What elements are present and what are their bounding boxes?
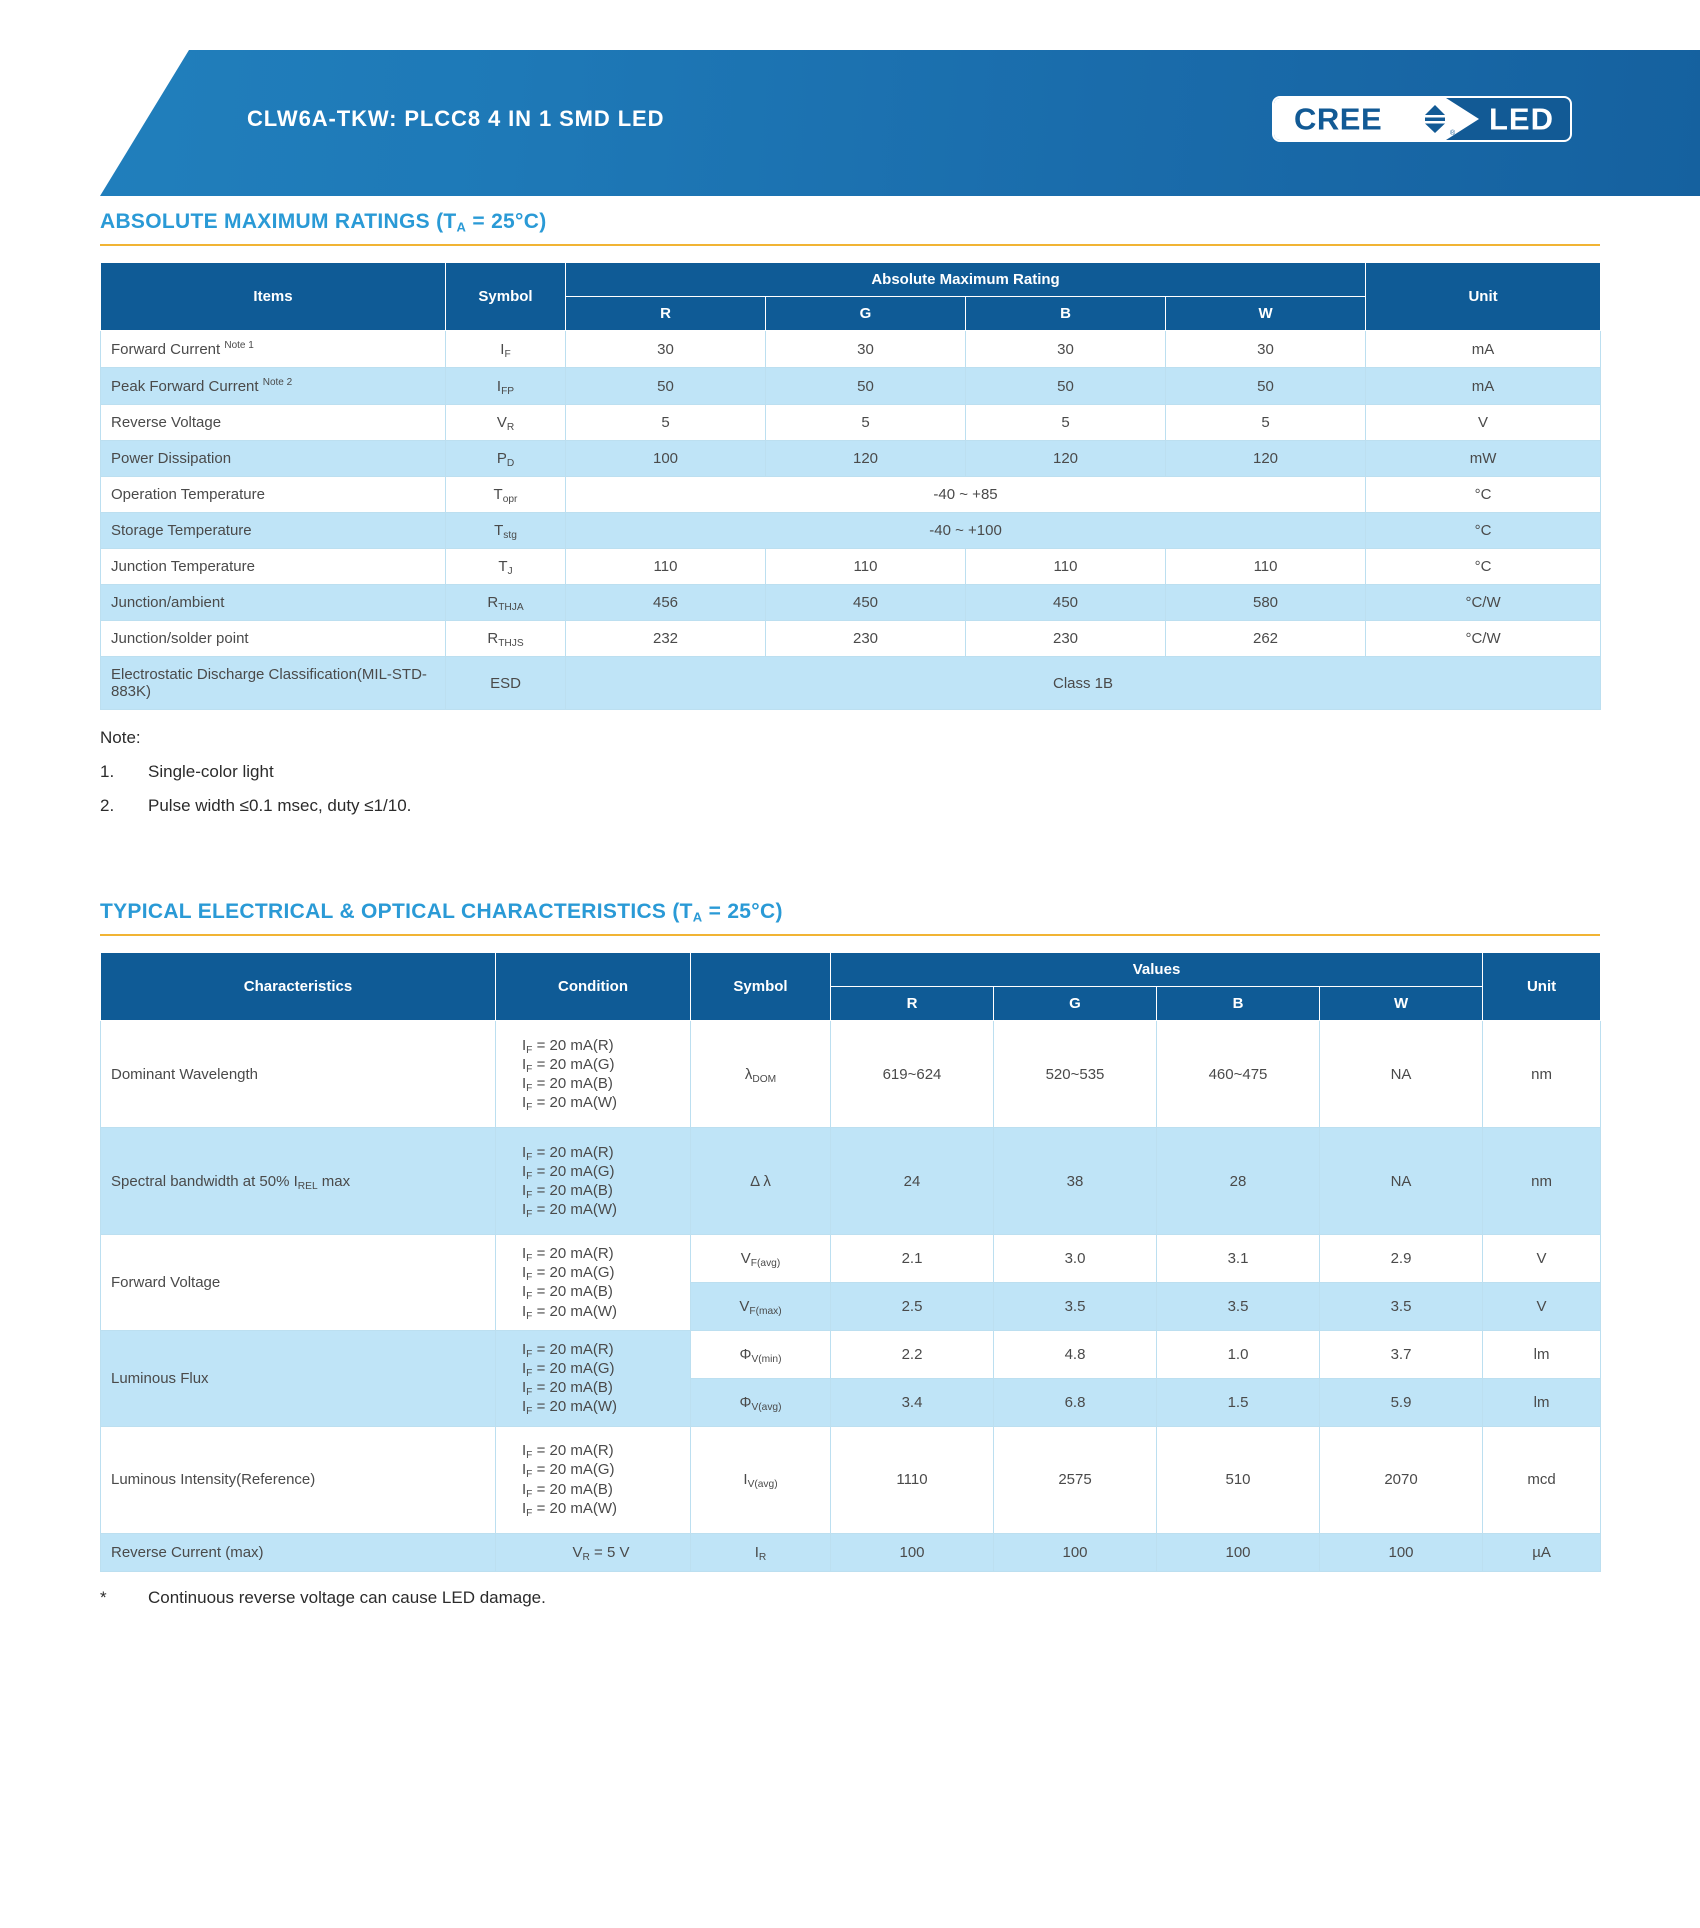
footnote-text: Continuous reverse voltage can cause LED damage. bbox=[148, 1587, 546, 1607]
table2-th-unit: Unit bbox=[1483, 953, 1601, 1021]
table2-th-characteristics: Characteristics bbox=[101, 953, 496, 1021]
table1-cell-symbol: $P_D$ bbox=[446, 441, 566, 477]
table2-cell-value-g: 2575 bbox=[994, 1426, 1157, 1533]
table1-cell-value-b: 30 bbox=[966, 331, 1166, 368]
table2-cell-value-r: 2.1 bbox=[831, 1235, 994, 1283]
table2-cell-condition: $I_F = 20$ mA(R) $I_F = 20$ mA(G) $I_F = 20$ mA(B) $I_F = 20$ mA(W) bbox=[496, 1330, 691, 1426]
note-number: 2. bbox=[100, 796, 115, 815]
table2-cell-value-w: NA bbox=[1320, 1021, 1483, 1128]
section2-heading-main: TYPICAL ELECTRICAL & OPTICAL CHARACTERISTICS (T bbox=[100, 900, 693, 923]
table1-cell-unit: V bbox=[1366, 405, 1601, 441]
table2-cell-value-w: 3.5 bbox=[1320, 1282, 1483, 1330]
table1-cell-unit: °C bbox=[1366, 477, 1601, 513]
table2-th-condition: Condition bbox=[496, 953, 691, 1021]
table1-cell-value-b: 230 bbox=[966, 621, 1166, 657]
note-number: 1. bbox=[100, 762, 115, 781]
table1-cell-item: Junction/ambient bbox=[101, 585, 446, 621]
table1-cell-symbol: $T_J$ bbox=[446, 549, 566, 585]
table1-cell-value-b: 110 bbox=[966, 549, 1166, 585]
table2-th-channel-r: R bbox=[831, 987, 994, 1021]
table1-cell-value-r: 30 bbox=[566, 331, 766, 368]
table2-cell-unit: lm bbox=[1483, 1378, 1601, 1426]
footnote-marker: * bbox=[100, 1587, 107, 1607]
table2-cell-value-w: 5.9 bbox=[1320, 1378, 1483, 1426]
table2-cell-characteristic: Luminous Flux bbox=[101, 1330, 496, 1426]
absolute-maximum-ratings-section bbox=[0, 210, 1700, 816]
table1-header-row-1 bbox=[101, 263, 1601, 297]
table2-cell-characteristic: Spectral bandwidth at 50% $I_{REL}$ max bbox=[101, 1128, 496, 1235]
logo-diamond-arrows-icon bbox=[1422, 104, 1448, 134]
table2-header-row-1 bbox=[101, 953, 1601, 987]
table1-cell-symbol: $T_{stg}$ bbox=[446, 513, 566, 549]
table2-th-group: Values bbox=[831, 953, 1483, 987]
table1-cell-value-r: 110 bbox=[566, 549, 766, 585]
section2-footnote bbox=[100, 1588, 1600, 1608]
table2-cell-symbol: $\lambda_{DOM}$ bbox=[691, 1021, 831, 1128]
table-row bbox=[101, 1533, 1601, 1571]
table2-cell-characteristic: Luminous Intensity(Reference) bbox=[101, 1426, 496, 1533]
table2-cell-value-r: 3.4 bbox=[831, 1378, 994, 1426]
section-spacer bbox=[0, 830, 1700, 890]
table1-body bbox=[101, 331, 1601, 710]
table2-cell-value-g: 3.5 bbox=[994, 1282, 1157, 1330]
table1-cell-value-w: 262 bbox=[1166, 621, 1366, 657]
table1-cell-value-b: 120 bbox=[966, 441, 1166, 477]
table2-cell-unit: nm bbox=[1483, 1021, 1601, 1128]
table2-cell-symbol: $\Phi_{V(min)}$ bbox=[691, 1330, 831, 1378]
section1-divider bbox=[100, 244, 1600, 246]
table2-cell-condition: $I_F = 20$ mA(R) $I_F = 20$ mA(G) $I_F = 20$ mA(B) $I_F = 20$ mA(W) bbox=[496, 1235, 691, 1331]
table1-cell-unit: °C/W bbox=[1366, 585, 1601, 621]
table1-th-symbol: Symbol bbox=[446, 263, 566, 331]
table2-cell-value-r: 2.5 bbox=[831, 1282, 994, 1330]
note-item bbox=[100, 796, 1600, 816]
table1-cell-value-g: 50 bbox=[766, 368, 966, 405]
table-row bbox=[101, 405, 1601, 441]
table2-cell-value-g: 520~535 bbox=[994, 1021, 1157, 1128]
note-superscript: Note 2 bbox=[262, 377, 293, 388]
table1-cell-item: Electrostatic Discharge Classification(MIL-STD-883K) bbox=[101, 657, 446, 710]
section1-heading-sub: A bbox=[456, 219, 467, 235]
table-row bbox=[101, 368, 1601, 405]
table1-cell-unit: mW bbox=[1366, 441, 1601, 477]
table2-cell-symbol: $I_R$ bbox=[691, 1533, 831, 1571]
typical-characteristics-table bbox=[100, 952, 1601, 1572]
table-row bbox=[101, 549, 1601, 585]
table2-th-channel-b: B bbox=[1157, 987, 1320, 1021]
cree-led-logo bbox=[1272, 96, 1572, 142]
table2-cell-condition: $I_F = 20$ mA(R) $I_F = 20$ mA(G) $I_F = 20$ mA(B) $I_F = 20$ mA(W) bbox=[496, 1128, 691, 1235]
table-row bbox=[101, 1128, 1601, 1235]
note-text: Single-color light bbox=[148, 762, 274, 781]
table-row bbox=[101, 657, 1601, 710]
table2-cell-value-g: 3.0 bbox=[994, 1235, 1157, 1283]
table2-th-symbol: Symbol bbox=[691, 953, 831, 1021]
table2-cell-value-g: 100 bbox=[994, 1533, 1157, 1571]
table2-cell-unit: V bbox=[1483, 1282, 1601, 1330]
table2-cell-value-w: 100 bbox=[1320, 1533, 1483, 1571]
table2-cell-characteristic: Reverse Current (max) bbox=[101, 1533, 496, 1571]
table2-cell-value-g: 4.8 bbox=[994, 1330, 1157, 1378]
logo-registered-mark: ® bbox=[1450, 130, 1456, 137]
table1-cell-item: Storage Temperature bbox=[101, 513, 446, 549]
table1-cell-item: Operation Temperature bbox=[101, 477, 446, 513]
table1-cell-symbol: $R_{THJS}$ bbox=[446, 621, 566, 657]
table1-cell-value-w: 5 bbox=[1166, 405, 1366, 441]
table1-cell-value-r: 5 bbox=[566, 405, 766, 441]
table2-cell-symbol: $\Phi_{V(avg)}$ bbox=[691, 1378, 831, 1426]
table1-cell-item: Peak Forward Current $^{Note 2}$ bbox=[101, 368, 446, 405]
table2-cell-value-g: 6.8 bbox=[994, 1378, 1157, 1426]
table1-cell-value-b: 5 bbox=[966, 405, 1166, 441]
table1-cell-value-b: 450 bbox=[966, 585, 1166, 621]
table1-th-group: Absolute Maximum Rating bbox=[566, 263, 1366, 297]
table2-cell-value-r: 24 bbox=[831, 1128, 994, 1235]
table1-cell-item: Forward Current $^{Note 1}$ bbox=[101, 331, 446, 368]
note-text: Pulse width ≤0.1 msec, duty ≤1/10. bbox=[148, 796, 412, 815]
table2-cell-value-w: 2.9 bbox=[1320, 1235, 1483, 1283]
table1-cell-symbol: $R_{THJA}$ bbox=[446, 585, 566, 621]
table1-th-channel-w: W bbox=[1166, 297, 1366, 331]
table1-cell-unit: mA bbox=[1366, 331, 1601, 368]
typical-characteristics-section bbox=[0, 900, 1700, 1608]
table1-cell-unit: mA bbox=[1366, 368, 1601, 405]
table-row bbox=[101, 477, 1601, 513]
section2-heading-tail: = 25°C) bbox=[702, 900, 783, 923]
table-row bbox=[101, 1235, 1601, 1283]
note-superscript: Note 1 bbox=[224, 340, 254, 351]
table1-cell-value-span: -40 ~ +85 bbox=[566, 477, 1366, 513]
table2-cell-value-r: 1110 bbox=[831, 1426, 994, 1533]
table2-cell-symbol: $V_{F(avg)}$ bbox=[691, 1235, 831, 1283]
table1-cell-symbol: ESD bbox=[446, 657, 566, 710]
table2-th-channel-w: W bbox=[1320, 987, 1483, 1021]
table1-th-channel-r: R bbox=[566, 297, 766, 331]
table1-cell-unit: °C bbox=[1366, 513, 1601, 549]
table1-th-channel-b: B bbox=[966, 297, 1166, 331]
table2-cell-value-b: 1.0 bbox=[1157, 1330, 1320, 1378]
table2-cell-value-r: 100 bbox=[831, 1533, 994, 1571]
section2-divider bbox=[100, 934, 1600, 936]
table1-cell-item: Junction Temperature bbox=[101, 549, 446, 585]
table1-th-items: Items bbox=[101, 263, 446, 331]
table-row bbox=[101, 1426, 1601, 1533]
table2-cell-symbol: $V_{F(max)}$ bbox=[691, 1282, 831, 1330]
table1-cell-item: Power Dissipation bbox=[101, 441, 446, 477]
table1-cell-value-b: 50 bbox=[966, 368, 1166, 405]
logo-suffix-text: LED bbox=[1489, 101, 1554, 137]
table-row bbox=[101, 1330, 1601, 1378]
table1-cell-symbol: $I_{FP}$ bbox=[446, 368, 566, 405]
logo-brand-mask bbox=[1274, 98, 1479, 140]
table2-body bbox=[101, 1021, 1601, 1572]
table2-cell-condition: $I_F = 20$ mA(R) $I_F = 20$ mA(G) $I_F = 20$ mA(B) $I_F = 20$ mA(W) bbox=[496, 1021, 691, 1128]
table2-cell-condition: $V_R = 5$ V bbox=[496, 1533, 691, 1571]
notes-title: Note: bbox=[100, 728, 141, 747]
section2-heading bbox=[100, 900, 1600, 934]
table-row bbox=[101, 1021, 1601, 1128]
table2-cell-unit: lm bbox=[1483, 1330, 1601, 1378]
table2-cell-unit: V bbox=[1483, 1235, 1601, 1283]
logo-brand-text: CREE bbox=[1294, 101, 1383, 137]
table1-cell-symbol: $V_R$ bbox=[446, 405, 566, 441]
page-title: CLW6A-TKW: PLCC8 4 IN 1 SMD LED bbox=[247, 106, 665, 131]
table2-cell-value-b: 460~475 bbox=[1157, 1021, 1320, 1128]
section1-heading-tail: = 25°C) bbox=[466, 210, 547, 233]
table1-th-unit: Unit bbox=[1366, 263, 1601, 331]
note-item bbox=[100, 762, 1600, 782]
section2-heading-sub: A bbox=[692, 909, 703, 925]
table-row bbox=[101, 621, 1601, 657]
table1-cell-value-g: 110 bbox=[766, 549, 966, 585]
table1-cell-item: Junction/solder point bbox=[101, 621, 446, 657]
table2-th-channel-g: G bbox=[994, 987, 1157, 1021]
table1-cell-symbol: $I_F$ bbox=[446, 331, 566, 368]
table1-cell-value-r: 100 bbox=[566, 441, 766, 477]
section1-notes bbox=[100, 728, 1600, 816]
table1-cell-value-span: Class 1B bbox=[566, 657, 1601, 710]
table2-cell-value-w: 2070 bbox=[1320, 1426, 1483, 1533]
table1-cell-value-span: -40 ~ +100 bbox=[566, 513, 1366, 549]
table1-cell-value-g: 450 bbox=[766, 585, 966, 621]
table2-cell-value-r: 2.2 bbox=[831, 1330, 994, 1378]
table1-cell-item: Reverse Voltage bbox=[101, 405, 446, 441]
table2-cell-value-b: 3.1 bbox=[1157, 1235, 1320, 1283]
table2-cell-value-b: 510 bbox=[1157, 1426, 1320, 1533]
table1-cell-value-w: 50 bbox=[1166, 368, 1366, 405]
table1-cell-value-g: 120 bbox=[766, 441, 966, 477]
table2-cell-symbol: Δ λ bbox=[691, 1128, 831, 1235]
table2-cell-value-b: 100 bbox=[1157, 1533, 1320, 1571]
table1-cell-unit: °C bbox=[1366, 549, 1601, 585]
table1-cell-value-w: 120 bbox=[1166, 441, 1366, 477]
table2-cell-symbol: $I_{V(avg)}$ bbox=[691, 1426, 831, 1533]
table1-cell-value-r: 456 bbox=[566, 585, 766, 621]
section1-heading bbox=[100, 210, 1600, 244]
table1-cell-value-w: 30 bbox=[1166, 331, 1366, 368]
section1-heading-main: ABSOLUTE MAXIMUM RATINGS (T bbox=[100, 210, 457, 233]
table2-cell-value-w: 3.7 bbox=[1320, 1330, 1483, 1378]
table2-cell-unit: nm bbox=[1483, 1128, 1601, 1235]
table1-cell-unit: °C/W bbox=[1366, 621, 1601, 657]
table-row bbox=[101, 513, 1601, 549]
table1-cell-value-g: 5 bbox=[766, 405, 966, 441]
table2-cell-unit: µA bbox=[1483, 1533, 1601, 1571]
table1-cell-value-w: 580 bbox=[1166, 585, 1366, 621]
page-header-banner bbox=[0, 0, 1700, 200]
table-row bbox=[101, 331, 1601, 368]
table1-cell-value-w: 110 bbox=[1166, 549, 1366, 585]
table2-cell-value-b: 3.5 bbox=[1157, 1282, 1320, 1330]
table1-cell-value-g: 230 bbox=[766, 621, 966, 657]
table2-cell-value-b: 28 bbox=[1157, 1128, 1320, 1235]
table-row bbox=[101, 441, 1601, 477]
table2-cell-condition: $I_F = 20$ mA(R) $I_F = 20$ mA(G) $I_F = 20$ mA(B) $I_F = 20$ mA(W) bbox=[496, 1426, 691, 1533]
table1-th-channel-g: G bbox=[766, 297, 966, 331]
table2-cell-value-g: 38 bbox=[994, 1128, 1157, 1235]
table2-cell-characteristic: Forward Voltage bbox=[101, 1235, 496, 1331]
table1-cell-value-r: 50 bbox=[566, 368, 766, 405]
table2-cell-characteristic: Dominant Wavelength bbox=[101, 1021, 496, 1128]
table1-cell-value-r: 232 bbox=[566, 621, 766, 657]
table2-cell-value-r: 619~624 bbox=[831, 1021, 994, 1128]
table1-cell-value-g: 30 bbox=[766, 331, 966, 368]
absolute-maximum-ratings-table bbox=[100, 262, 1601, 710]
table1-cell-symbol: $T_{opr}$ bbox=[446, 477, 566, 513]
table2-cell-value-w: NA bbox=[1320, 1128, 1483, 1235]
table2-cell-unit: mcd bbox=[1483, 1426, 1601, 1533]
table-row bbox=[101, 585, 1601, 621]
table2-cell-value-b: 1.5 bbox=[1157, 1378, 1320, 1426]
